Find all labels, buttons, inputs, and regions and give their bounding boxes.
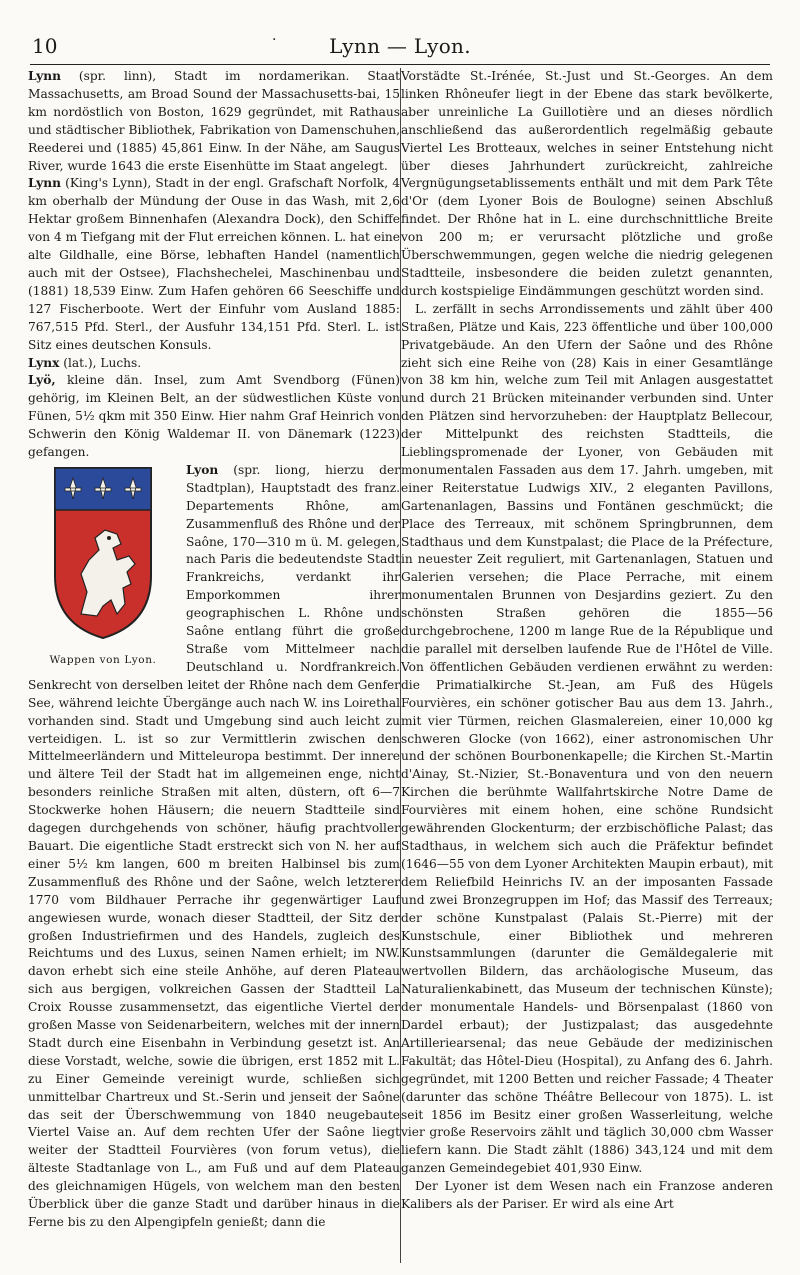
left-column	[28, 68, 400, 1258]
entry-lyon	[28, 462, 400, 1232]
entry-text: kleine dän. Insel, zum Amt Svendborg (Fünen) gehörig, im Kleinen Belt, an der südwestlichen Küste von Fünen, 5½ qkm mit 350 Einw. Hier nahm Graf Heinrich von Schwerin den König Waldemar II. von Dänemark (1223) gefangen.	[28, 373, 400, 460]
coat-of-arms-caption: Wappen von Lyon.	[49, 653, 157, 666]
lemma: Lyö,	[28, 373, 56, 388]
page-header	[30, 30, 770, 65]
entry-text: (lat.), Luchs.	[63, 355, 142, 370]
lemma: Lynn	[28, 176, 61, 191]
entry-text: (spr. linn), Stadt im nordamerikan. Staat Massachusetts, am Broad Sound der Massachusetts-bai, 15 km nordöstlich von Boston, 1629 gegründet, mit Rathaus und städtischer Bibliothek, Fabrikation von Damenschuhen, Reederei und (1885) 45,861 Einw. In der Nähe, am Saugus River, wurde 1643 die erste Eisenhütte im Staat angelegt.	[28, 69, 400, 173]
lyon-paragraph-continued: Vorstädte St.-Irénée, St.-Just und St.-Georges. An dem linken Rhôneufer liegt in der Ebene das stark bevölkerte, aber unreinliche La Guillotière und an dieses nördlich anschließend das außerordentlich regelmäßig gebaute Viertel Les Brotteaux, welches in seiner Entstehung nicht über dieses Jahrhundert zurückreicht, zahlreiche Vergnügungsetablissements enthält und mit dem Park Tête d'Or (dem Lyoner Bois de Boulogne) seinen Abschluß findet. Der Rhône hat in L. eine durchschnittliche Breite von 200 m; er verursacht plötzliche und große Überschwemmungen, gegen welche die niedrig gelegenen Stadtteile, insbesondere die beiden zuletzt genannten, durch kostspielige Eindämmungen geschützt worden sind.	[401, 69, 773, 298]
entry-lynx	[28, 355, 400, 373]
coat-of-arms-icon	[51, 464, 155, 642]
coat-of-arms-figure	[28, 464, 178, 666]
entry-lynn-england	[28, 175, 400, 354]
entry-text: (spr. liong, hierzu der Stadtplan), Hauptstadt des franz. Departements Rhône, am Zusammenfluß des Rhône und der Saône, 170—310 m ü. M. gelegen, nach Paris die bedeutendste Stadt Frankreichs, verdankt ihr Emporkommen ihrer geographischen L. Rhône und Saône entlang führt die große Straße vom Mittelmeer nach Deutschland u. Nordfrankreich. Senkrecht von derselben leitet der Rhône nach dem Genfer See, während leichte Übergänge auch nach W. ins Loirethal vorhanden sind. Stadt und Umgebung sind auch leicht zu verteidigen. L. ist so zur Vermittlerin zwischen den Mittelmeerländern und Mitteleuropa bestimmt. Der innere und ältere Teil der Stadt hat im allgemeinen enge, nicht besonders reinliche Straßen mit alten, düstern, oft 6—7 Stockwerke hohen Häusern; die neuern Stadtteile sind dagegen durchgehends von schöner, häufig prachtvoller Bauart. Die eigentliche Stadt erstreckt sich von N. her auf einer 5½ km langen, 600 m breiten Halbinsel bis zum Zusammenfluß des Rhône und der Saône, welch letzterer 1770 vom Bildhauer Perrache ihr gegenwärtiger Lauf angewiesen wurde, wonach dieser Stadtteil, der Sitz der großen Industriefirmen und des Handels, zugleich des Reichtums und des Luxus, seinen Namen erhielt; im NW. davon erhebt sich eine steile Anhöhe, auf deren Plateau sich aus bergigen, volkreichen Gassen der Stadtteil La Croix Rousse zusammensetzt, das eigentliche Viertel der großen Masse von Seidenarbeitern, welches mit der innern Stadt durch eine Eisenbahn in Verbindung gesetzt ist. An diese Vorstadt, welche, sowie die übrigen, erst 1852 mit L. zu Einer Gemeinde vereinigt wurde, schließen sich unmittelbar Chartreux und St.-Serin und jenseit der Saône das seit der Überschwemmung von 1840 neugebaute Viertel Vaise an. Auf dem rechten Ufer der Saône liegt weiter der Stadtteil Fourvières (von forum vetus), die älteste Stadtanlage von L., am Fuß und auf dem Plateau des gleichnamigen Hügels, von welchem man den besten Überblick über die ganze Stadt und darüber hinaus in die Ferne bis zu den Alpengipfeln genießt; dann die	[28, 462, 400, 1229]
lyon-paragraph-streets: L. zerfällt in sechs Arrondissements und zählt über 400 Straßen, Plätze und Kais, 223 öffentliche und über 100,000 Privatgebäude. An den Ufern der Saône und des Rhône zieht sich eine Reihe von (28) Kais in einer Gesamtlänge von 38 km hin, welche zum Teil mit Anlagen ausgestattet und durch 21 Brücken miteinander verbunden sind. Unter den Plätzen sind hervorzuheben: der Hauptplatz Bellecour, der Mittelpunkt des reichsten Stadtteils, die Lieblingspromenade der Lyoner, von Gebäuden mit monumentalen Fassaden aus dem 17. Jahrh. umgeben, mit einer Reiterstatue Ludwigs XIV., 2 eleganten Pavillons, Gartenanlagen, Bassins und Fontänen geschmückt; die Place des Terreaux, mit schönem Springbrunnen, dem Stadthaus und dem Kunstpalast; die Place de la Préfecture, in neuester Zeit reguliert, mit Gartenanlagen, Statuen und Galerien versehen; die Place Perrache, mit einem monumentalen Brunnen von Desjardins geziert. Zu den schönsten Straßen gehören die 1855—56 durchgebrochene, 1200 m lange Rue de la République und die parallel mit derselben laufende Rue de l'Hôtel de Ville. Von öffentlichen Gebäuden verdienen erwähnt zu werden: die Primatialkirche St.-Jean, am Fuß des Hügels Fourvières, ein schöner gotischer Bau aus dem 13. Jahrh., mit vier Türmen, reichen Glasmalereien, einer 10,000 kg schweren Glocke (von 1662), einer astronomischen Uhr und der schönen Bourbonenkapelle; die Kirchen St.-Martin d'Ainay, St.-Nizier, St.-Bonaventura und von den neuern Kirchen die berühmte Wallfahrtskirche Notre Dame de Fourvières mit einem hohen, eine schöne Rundsicht gewährenden Glockenturm; der erzbischöfliche Palast; das Stadthaus, in welchem sich auch die Präfektur befindet (1646—55 von dem Lyoner Architekten Maupin erbaut), mit dem Reliefbild Heinrichs IV. an der imposanten Fassade und zwei Bronzegruppen im Hof; das Massif des Terreaux; der schöne Kunstpalast (Palais St.-Pierre) mit der Kunstschule, einer Bibliothek und mehreren Kunstsammlungen (darunter die Gemäldegalerie mit wertvollen Bildern, das archäologische Museum, das Naturalienkabinett, das Museum der technischen Künste); der monumentale Handels- und Börsenpalast (1860 von Dardel erbaut); der Justizpalast; das ausgedehnte Artilleriearsenal; das neue Gebäude der medizinischen Fakultät; das Hôtel-Dieu (Hospital), zu Anfang des 6. Jahrh. gegründet, mit 1200 Betten und reicher Fassade; 4 Theater (darunter das schöne Théâtre Bellecour von 1875). L. ist seit 1856 im Besitz einer großen Wasserleitung, welche vier große Reservoirs zählt und täglich 30,000 cbm Wasser liefern kann. Die Stadt zählt (1886) 343,124 und mit dem ganzen Gemeindegebiet 401,930 Einw.	[401, 301, 773, 1176]
lemma: Lyon	[186, 462, 219, 477]
right-column	[401, 68, 773, 1258]
running-head: Lynn — Lyon.	[329, 34, 471, 58]
entry-text: (King's Lynn), Stadt in der engl. Grafschaft Norfolk, 4 km oberhalb der Mündung der Ouse in das Wash, mit 2,6 Hektar großem Binnenhafen (Alexandra Dock), den Schiffe von 4 m Tiefgang mit der Flut erreichen können. L. hat eine alte Gildhalle, eine Börse, lebhaften Handel (namentlich auch mit der Ostsee), Flachshechelei, Maschinenbau und (1881) 18,539 Einw. Zum Hafen gehören 66 Seeschiffe und 127 Fischerboote. Wert der Einfuhr vom Ausland 1885: 767,515 Pfd. Sterl., der Ausfuhr 134,151 Pfd. Sterl. L. ist Sitz eines deutschen Konsuls.	[28, 176, 400, 352]
page-number: 10	[32, 34, 58, 58]
lemma: Lynn	[28, 69, 61, 83]
entry-lyo	[28, 372, 400, 462]
lemma: Lynx	[28, 355, 60, 370]
header-dot: ·	[272, 32, 277, 48]
entry-lynn-usa	[28, 68, 400, 175]
lyon-paragraph-people: Der Lyoner ist dem Wesen nach ein Franzose anderen Kalibers als der Pariser. Er wird als eine Art	[401, 1179, 773, 1212]
